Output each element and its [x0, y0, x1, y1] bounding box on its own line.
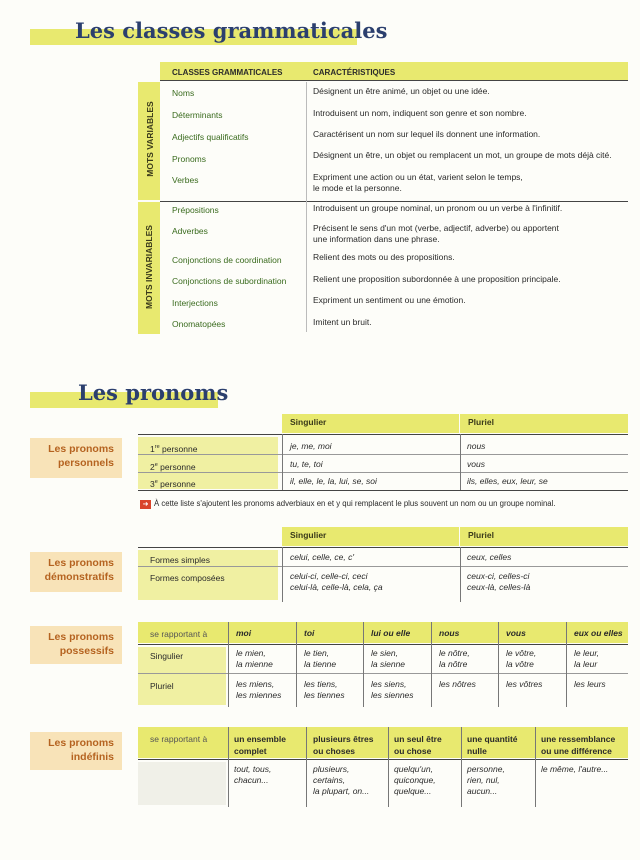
col-divider — [535, 727, 536, 807]
label-line1: Les pronoms — [48, 557, 114, 569]
indef-val-1b: chacun... — [234, 775, 269, 785]
pron-plur: vous — [467, 459, 485, 469]
class-desc: Imitent un bruit. — [313, 317, 372, 327]
group-label-invariables: MOTS INVARIABLES — [144, 225, 154, 309]
poss-plur-2a: les tiens, — [304, 679, 338, 689]
simples-sing: celui, celle, ce, c' — [290, 552, 354, 562]
indef-header-line — [138, 759, 628, 760]
row-line — [138, 454, 628, 455]
class-name: Adverbes — [172, 226, 208, 236]
row-line — [138, 490, 628, 491]
row-line — [138, 566, 628, 567]
col-divider — [306, 727, 307, 807]
row-line — [138, 472, 628, 473]
class-desc: Relient une proposition subordonnée à une proposition principale. — [313, 274, 561, 284]
col-divider — [282, 434, 283, 490]
poss-head-vous: vous — [506, 628, 526, 638]
arrow-icon: ➜ — [140, 500, 151, 509]
personne-3: 3e personne — [150, 478, 196, 489]
section-title-pronoms: Les pronoms — [78, 380, 229, 405]
poss-header-line — [138, 644, 628, 645]
indef-val-3b: quiconque, — [394, 775, 436, 785]
indef-val-3a: quelqu'un, — [394, 764, 433, 774]
pron-sing: tu, te, toi — [290, 459, 323, 469]
indef-head-4a: une quantité — [467, 734, 518, 744]
poss-head-eux: eux ou elles — [574, 628, 623, 638]
class-desc-line2: le mode et la personne. — [313, 183, 402, 193]
indef-head-1b: complet — [234, 746, 267, 756]
indef-val-3c: quelque... — [394, 786, 432, 796]
header-pluriel-text: Pluriel — [468, 417, 494, 427]
group-separator — [160, 201, 628, 202]
poss-sing-2a: le tien, — [304, 648, 330, 658]
col-divider — [296, 622, 297, 707]
pron-sing: il, elle, le, la, lui, se, soi — [290, 476, 377, 486]
poss-plur-2b: les tiennes — [304, 690, 345, 700]
demo-top-line — [138, 547, 628, 548]
pron-plur: ils, elles, eux, leur, se — [467, 476, 548, 486]
col-divider — [228, 727, 229, 807]
indef-val-4b: rien, nul, — [467, 775, 500, 785]
comp-plur: ceux-là, celles-là — [467, 582, 531, 592]
col-divider — [498, 622, 499, 707]
header-pluriel — [460, 414, 628, 433]
poss-sing-3a: le sien, — [371, 648, 398, 658]
header-singulier — [282, 527, 459, 546]
poss-plur-1a: les miens, — [236, 679, 275, 689]
header-singulier-text: Singulier — [290, 530, 327, 540]
header-pluriel — [460, 527, 628, 546]
indef-val-2a: plusieurs, — [313, 764, 350, 774]
label-line1: Les pronoms — [48, 443, 114, 455]
class-name: Onomatopées — [172, 319, 226, 329]
class-name: Interjections — [172, 298, 218, 308]
class-desc: Désignent un être, un objet ou remplacent un mot, un groupe de mots déjà cité. — [313, 150, 612, 160]
class-name: Adjectifs qualificatifs — [172, 132, 249, 142]
class-name: Conjonctions de subordination — [172, 276, 287, 286]
poss-plur-4a: les nôtres — [439, 679, 476, 689]
personnels-top-line — [138, 434, 628, 435]
poss-plur-6a: les leurs — [574, 679, 606, 689]
group-label-variables: MOTS VARIABLES — [145, 101, 155, 177]
comp-sing: celui-là, celle-là, cela, ça — [290, 582, 383, 592]
indef-val-2c: la plupart, on... — [313, 786, 370, 796]
header-pluriel-text: Pluriel — [468, 530, 494, 540]
col-divider — [566, 622, 567, 707]
rapport-label: se rapportant à — [150, 629, 208, 639]
class-desc: Introduisent un groupe nominal, un pronom ou un verbe à l'infinitif. — [313, 203, 563, 213]
label-demonstratifs — [30, 552, 122, 592]
class-desc-line2: une information dans une phrase. — [313, 234, 440, 244]
poss-plur-3a: les siens, — [371, 679, 407, 689]
comp-sing: celui-ci, celle-ci, ceci — [290, 571, 368, 581]
class-name: Conjonctions de coordination — [172, 255, 282, 265]
label-line1: Les pronoms — [48, 631, 114, 643]
col-divider — [306, 82, 307, 332]
formes-composees: Formes composées — [150, 573, 225, 583]
col-divider — [460, 547, 461, 602]
class-desc: Expriment un sentiment ou une émotion. — [313, 295, 466, 305]
poss-sing-1a: le mien, — [236, 648, 266, 658]
poss-plur-1b: les miennes — [236, 690, 282, 700]
poss-sing-2b: la tienne — [304, 659, 337, 669]
poss-sing-6a: le leur, — [574, 648, 600, 658]
class-name: Pronoms — [172, 154, 207, 164]
row-line — [138, 673, 628, 674]
indef-val-4a: personne, — [467, 764, 505, 774]
label-personnels — [30, 438, 122, 478]
col-divider — [363, 622, 364, 707]
indef-val-5a: le même, l'autre... — [541, 764, 609, 774]
col-divider — [461, 727, 462, 807]
poss-sing-4a: le nôtre, — [439, 648, 470, 658]
indef-head-1a: un ensemble — [234, 734, 286, 744]
label-line2: possessifs — [59, 645, 114, 657]
personne-2: 2e personne — [150, 461, 196, 472]
indef-head-5a: une ressemblance — [541, 734, 616, 744]
label-line1: Les pronoms — [48, 737, 114, 749]
class-desc: Introduisent un nom, indiquent son genre et son nombre. — [313, 108, 527, 118]
class-desc: Précisent le sens d'un mot (verbe, adjectif, adverbe) ou apportent — [313, 223, 559, 233]
classes-table — [138, 62, 628, 334]
poss-sing-1b: la mienne — [236, 659, 273, 669]
indef-head-2a: plusieurs êtres — [313, 734, 374, 744]
indef-val-2b: certains, — [313, 775, 346, 785]
pronoms-note: ➜ À cette liste s'ajoutent les pronoms adverbiaux en et y qui remplacent le plus souvent un nom ou un groupe nominal. — [140, 499, 556, 510]
poss-sing-6b: la leur — [574, 659, 598, 669]
comp-plur: ceux-ci, celles-ci — [467, 571, 530, 581]
indef-head-4b: nulle — [467, 746, 487, 756]
class-name: Noms — [172, 88, 195, 98]
label-indefinis — [30, 732, 122, 770]
label-line2: démonstratifs — [44, 571, 114, 583]
class-name: Verbes — [172, 175, 199, 185]
pron-plur: nous — [467, 441, 486, 451]
personne-1: 1re personne — [150, 443, 198, 454]
poss-pluriel: Pluriel — [150, 681, 174, 691]
rapport-label: se rapportant à — [150, 734, 208, 744]
indef-val-4c: aucun... — [467, 786, 498, 796]
class-desc: Désignent un être animé, un objet ou une idée. — [313, 86, 490, 96]
col-divider — [282, 547, 283, 602]
header-singulier — [282, 414, 459, 433]
section-title-classes: Les classes grammaticales — [75, 18, 388, 43]
poss-plur-3b: les siennes — [371, 690, 414, 700]
header-singulier-text: Singulier — [290, 417, 327, 427]
indef-head-2b: ou choses — [313, 746, 356, 756]
class-name: Prépositions — [172, 205, 219, 215]
poss-sing-4b: la nôtre — [439, 659, 468, 669]
indef-head-3a: un seul être — [394, 734, 442, 744]
poss-head-moi: moi — [236, 628, 252, 638]
indef-row-bg — [138, 762, 226, 805]
class-desc: Expriment une action ou un état, varient selon le temps, — [313, 172, 523, 182]
col-header-carac: CARACTÉRISTIQUES — [313, 68, 396, 77]
col-divider — [460, 434, 461, 490]
poss-head-lui: lui ou elle — [371, 628, 411, 638]
class-desc: Relient des mots ou des propositions. — [313, 252, 455, 262]
col-divider — [228, 622, 229, 707]
header-underline — [160, 80, 628, 81]
poss-head-nous: nous — [439, 628, 460, 638]
label-line2: indéfinis — [70, 751, 114, 763]
indef-head-5b: ou une différence — [541, 746, 612, 756]
formes-simples: Formes simples — [150, 555, 210, 565]
poss-head-toi: toi — [304, 628, 315, 638]
simples-plur: ceux, celles — [467, 552, 512, 562]
label-line2: personnels — [57, 457, 114, 469]
poss-plur-5a: les vôtres — [506, 679, 543, 689]
poss-sing-3b: la sienne — [371, 659, 406, 669]
class-name: Déterminants — [172, 110, 223, 120]
col-divider — [388, 727, 389, 807]
poss-sing-5a: le vôtre, — [506, 648, 537, 658]
poss-singulier: Singulier — [150, 651, 184, 661]
col-header-classes: CLASSES GRAMMATICALES — [172, 68, 283, 77]
pron-sing: je, me, moi — [290, 441, 332, 451]
class-desc: Caractérisent un nom sur lequel ils donnent une information. — [313, 129, 541, 139]
indef-val-1a: tout, tous, — [234, 764, 272, 774]
col-divider — [431, 622, 432, 707]
indef-head-3b: ou chose — [394, 746, 432, 756]
label-possessifs — [30, 626, 122, 664]
poss-sing-5b: la vôtre — [506, 659, 534, 669]
